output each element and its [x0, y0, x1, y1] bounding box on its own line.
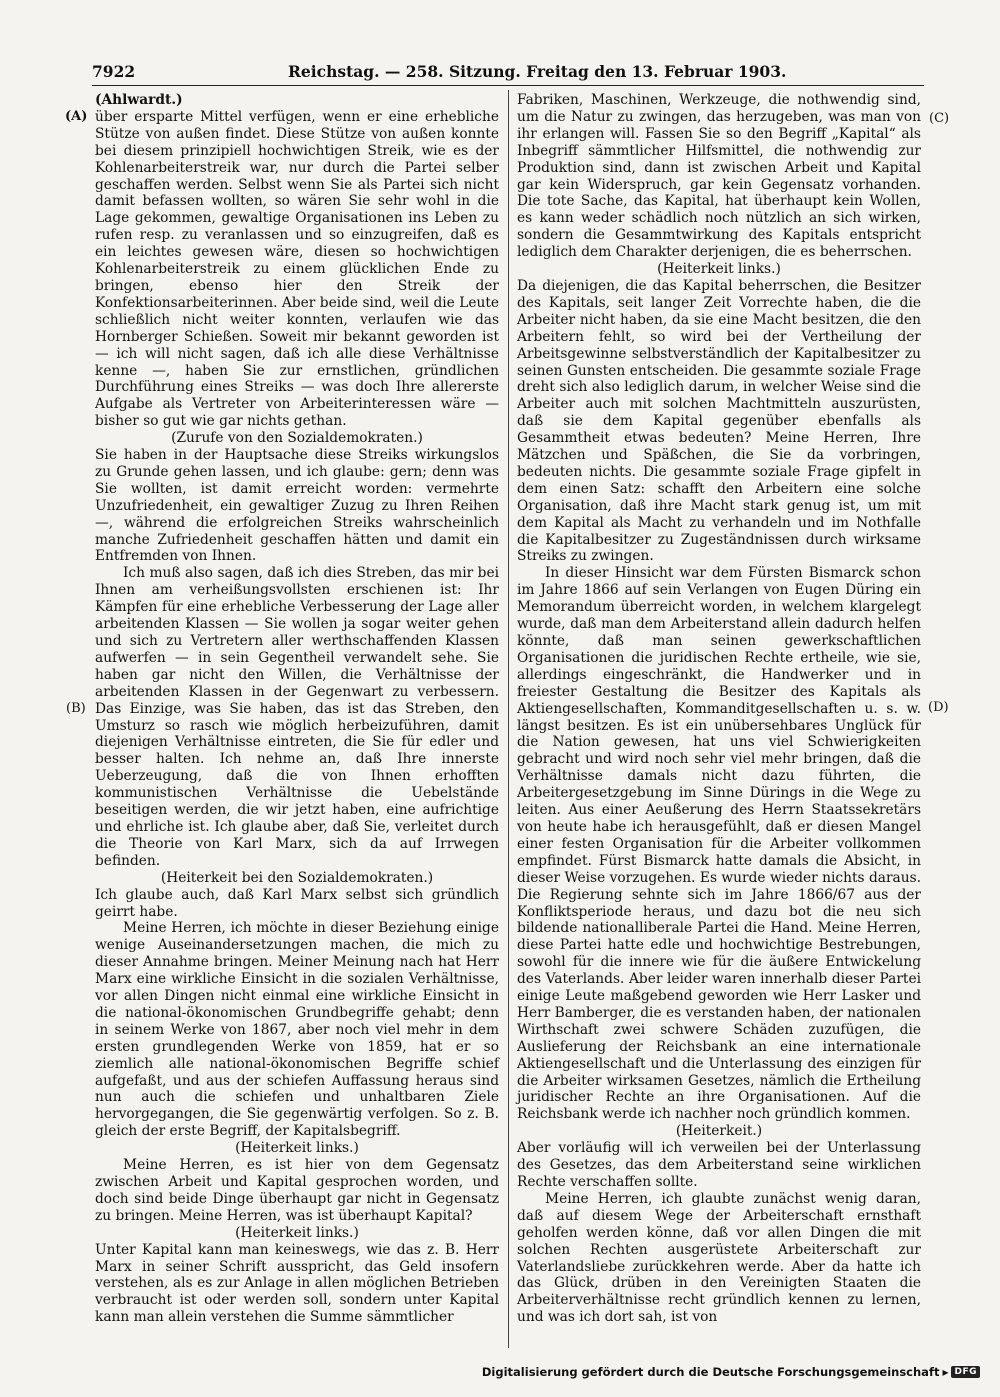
paragraph: Ich muß also sagen, daß ich dies Streben, das mir bei Ihnen am verheißungsvollsten erschienen ist: Ihr Kämpfen für eine erhebliche Verbesserung der Lage aller arbeitenden Klassen — Sie wollen ja sogar weiter gehen und sich zu Vertretern aller werthschaffenden Klassen aufwerfen — in sein Gegentheil verwandelt sehe. Sie haben gar nicht den Willen, die Verhältnisse der arbeitenden Klassen in der Gegenwart zu verbessern. Das Einzige, was Sie haben, das ist das Streben, den Umsturz so rasch wie möglich herbeizuführen, damit diejenigen Verhältnisse eintreten, die Sie für edler und besser halten. Ich nehme an, daß Ihre innerste Ueberzeugung, daß die von Ihnen erhofften kommunistischen Verhältnisse die Uebelstände beseitigen werden, die wir jetzt haben, eine aufrichtige und ehrliche ist. Ich glaube aber, daß Sie, verleitet durch die Theorie von Karl Marx, sich da auf Irrwegen befinden.	[95, 565, 499, 869]
paragraph: Sie haben in der Hauptsache diese Streiks wirkungslos zu Grunde gehen lassen, und ich glaube: gern; denn was Sie wollten, ist damit erreicht worden: vermehrte Unzufriedenheit, ein gewaltiger Zuzug zu Ihren Reihen —, während die erfolgreichen Streiks wahrscheinlich manche Zufriedenheit geschaffen hätten und damit ein Entfremden von Ihnen.	[95, 447, 499, 565]
speaker-name: (Ahlwardt.)	[95, 92, 183, 108]
interjection: (Heiterkeit bei den Sozialdemokraten.)	[160, 869, 434, 886]
interjection: (Heiterkeit links.)	[235, 1140, 359, 1157]
digitization-footer	[482, 1365, 980, 1379]
footer-credit: Digitalisierung gefördert durch die Deutsche Forschungsgemeinschaft	[481, 1365, 940, 1379]
dfg-logo: DFG	[951, 1366, 980, 1378]
paragraph: Fabriken, Maschinen, Werkzeuge, die nothwendig sind, um die Natur zu zwingen, das herzugeben, was man von ihr erlangen will. Fassen Sie so den Begriff „Kapital“ als Inbegriff sämmtlicher Hilfsmittel, die nothwendig zur Produktion sind, dann ist zwischen Arbeit und Kapital gar kein Widerspruch, gar kein Gegensatz vorhanden. Die tote Sache, das Kapital, hat überhaupt kein Wollen, es kann weder schädlich noch nützlich an sich wirken, sondern die Gesammtwirkung des Kapitals entspricht lediglich dem Charakter derjenigen, die es beherrschen.	[517, 92, 921, 261]
paragraph: In dieser Hinsicht war dem Fürsten Bismarck schon im Jahre 1866 auf sein Verlangen von Eugen Düring ein Memorandum überreicht worden, in welchem klargelegt wurde, daß man dem Arbeiterstand allein dadurch helfen könnte, daß man seinen gewerkschaftlichen Organisationen die juridischen Rechte ertheile, wie sie, allerdings eingeschränkt, die Handwerker und in freiester Gestaltung die Besitzer des Kapitals als Aktiengesellschaften, Kommanditgesellschaften u. s. w. längst besitzen. Es ist ein unübersehbares Unglück für die Nation gewesen, hat uns viel Schwierigkeiten gebracht und wird noch sehr viel mehr bringen, daß die Verhältnisse damals nicht dazu führten, die Arbeitergesetzgebung im Sinne Dürings in die Wege zu leiten. Aus einer Aeußerung des Herrn Staatssekretärs von heute habe ich herausgefühlt, daß er diesen Mangel einer festen Organisation für die Arbeiter vollkommen empfindet. Fürst Bismarck hatte damals die Absicht, in dieser Weise vorzugehen. Es wurde wieder nichts daraus. Die Regierung sehnte sich im Jahre 1866/67 aus der Konfliktsperiode heraus, und dazu bot die neu sich bildende nationalliberale Partei die Hand. Meine Herren, diese Partei hatte edle und hochwichtige Bestrebungen, sowohl für die innere wie für die äußere Entwickelung des Vaterlands. Aber leider waren innerhalb dieser Partei einige Leute maßgebend geworden wie Herr Lasker und Herr Bamberger, die es verstanden haben, der nationalen Wirthschaft zwei schwere Schäden zuzufügen, die Auslieferung der Reichsbank an eine internationale Aktiengesellschaft und die Unterlassung des einzigen für die Arbeiter wirksamen Gesetzes, nämlich die Ertheilung juridischer Rechte an ihre Organisationen. Auf die Reichsbank werde ich nachher noch gründlich kommen.	[517, 565, 921, 1123]
paragraph: Meine Herren, ich möchte in dieser Beziehung einige wenige Auseinandersetzungen machen, die mich zu dieser Annahme bringen. Meiner Meinung nach hat Herr Marx eine wirkliche Einsicht in die sozialen Verhältnisse, vor allen Dingen nicht einmal eine wirkliche Einsicht in die national-ökonomischen Grundbegriffe gehabt; denn in seinem Werke von 1867, aber noch viel mehr in dem ersten grundlegenden Werke von 1859, hat er so ziemlich alle national-ökonomischen Begriffe schief aufgefaßt, und aus der schiefen Auffassung heraus sind nun auch die schiefen und unhaltbaren Ziele hervorgegangen, die Sie gegenwärtig verfolgen. So z. B. gleich der erste Begriff, der Kapitalsbegriff.	[95, 920, 499, 1140]
right-column	[517, 92, 921, 1326]
paragraph: Aber vorläufig will ich verweilen bei der Unterlassung des Gesetzes, das dem Arbeiterstand seine wirklichen Rechte verschaffen sollte.	[517, 1140, 921, 1190]
interjection: (Zurufe von den Sozialdemokraten.)	[171, 430, 423, 447]
paragraph: über ersparte Mittel verfügen, wenn er eine erhebliche Stütze von außen findet. Diese Stütze von außen konnte bei diesem prinzipiell hochwichtigen Streik, wie es der Kohlenarbeiterstreik war, nur durch die Partei selber geschaffen werden. Selbst wenn Sie als Partei sich nicht damit befassen wollten, so wären Sie sehr wohl in die Lage gekommen, gewaltige Organisationen ins Leben zu rufen resp. zu veranlassen und so einzugreifen, daß es ein leichtes gewesen wäre, diesen so hochwichtigen Kohlenarbeiterstreik zu einem glücklichen Ende zu bringen, ebenso hier den Streik der Konfektionsarbeiterinnen. Aber beide sind, weil die Leute schließlich nicht weiter konnten, verlaufen wie das Hornberger Schießen. Soweit mir bekannt geworden ist — ich will nicht sagen, daß ich alle diese Verhältnisse kenne —, haben Sie zur ernstlichen, gründlichen Durchführung eines Streiks — was doch Ihre allererste Aufgabe als Vertreter von Arbeiterinteressen wäre — bisher so gut wie gar nichts gethan.	[95, 108, 499, 430]
left-column	[95, 92, 499, 1326]
interjection: (Heiterkeit links.)	[657, 261, 781, 278]
paragraph: Meine Herren, ich glaubte zunächst wenig daran, daß auf diesem Wege der Arbeiterschaft ernsthaft geholfen werden könne, daß vor allen Dingen die mit solchen Rechten ausgerüstete Arbeiterschaft zur Vaterlandsliebe zurückkehren werde. Aber da hatte ich das Glück, drüben in den Vereinigten Staaten die Arbeiterverhältnisse recht gründlich kennen zu lernen, und was ich dort sah, ist von	[517, 1190, 921, 1326]
margin-marker-c: (C)	[929, 111, 950, 126]
page-header	[92, 62, 924, 86]
paragraph: Da diejenigen, die das Kapital beherrschen, die Besitzer des Kapitals, seit langer Zeit Vorrechte haben, die die Arbeiter nicht haben, da sie eine Macht besitzen, die den Arbeitern fehlt, so wird bei der Vertheilung der Arbeitsgewinne selbstverständlich der Kapitalbesitzer zu seinen Gunsten entscheiden. Die gesammte soziale Frage dreht sich also lediglich darum, in welcher Weise sind die Arbeiter auch mit solchen Machtmitteln auszurüsten, daß sie dem Kapital gegenüber ebenfalls als Gesammtheit etwas bedeuten? Meine Herren, Ihre Mätzchen und Späßchen, die Sie da vorbringen, bedeuten nichts. Die gesammte soziale Frage gipfelt in dem einen Satz: schafft den Arbeitern eine solche Organisation, daß ihre Macht stark genug ist, um mit dem Kapital als Macht zu verhandeln und im Nothfalle die Kapitalbesitzer zu Zugeständnissen durch wirksame Streiks zu zwingen.	[517, 277, 921, 565]
interjection: (Heiterkeit links.)	[235, 1224, 359, 1241]
column-divider	[508, 90, 509, 1348]
running-title: Reichstag. — 258. Sitzung. Freitag den 13. Februar 1903.	[288, 62, 787, 81]
paragraph: Unter Kapital kann man keineswegs, wie das z. B. Herr Marx in seiner Schrift ausspricht, das Geld insofern verstehen, als es zur Anlage in allen möglichen Betrieben verbraucht ist oder werden soll, sondern unter Kapital kann man allein verstehen die Summe sämmtlicher	[95, 1241, 499, 1326]
margin-marker-a: (A)	[65, 109, 88, 124]
header-rule	[92, 85, 924, 86]
paragraph: Meine Herren, es ist hier von dem Gegensatz zwischen Arbeit und Kapital gesprochen worden, und doch sind beide Dinge überhaupt gar nicht in Gegensatz zu bringen. Meine Herren, was ist überhaupt Kapital?	[95, 1157, 499, 1224]
page-number: 7922	[92, 62, 136, 81]
interjection: (Heiterkeit.)	[675, 1123, 763, 1140]
margin-marker-d: (D)	[928, 700, 949, 715]
margin-marker-b: (B)	[66, 701, 86, 716]
paragraph: Ich glaube auch, daß Karl Marx selbst sich gründlich geirrt habe.	[95, 886, 499, 920]
arrow-right-icon: ▸	[942, 1365, 949, 1379]
